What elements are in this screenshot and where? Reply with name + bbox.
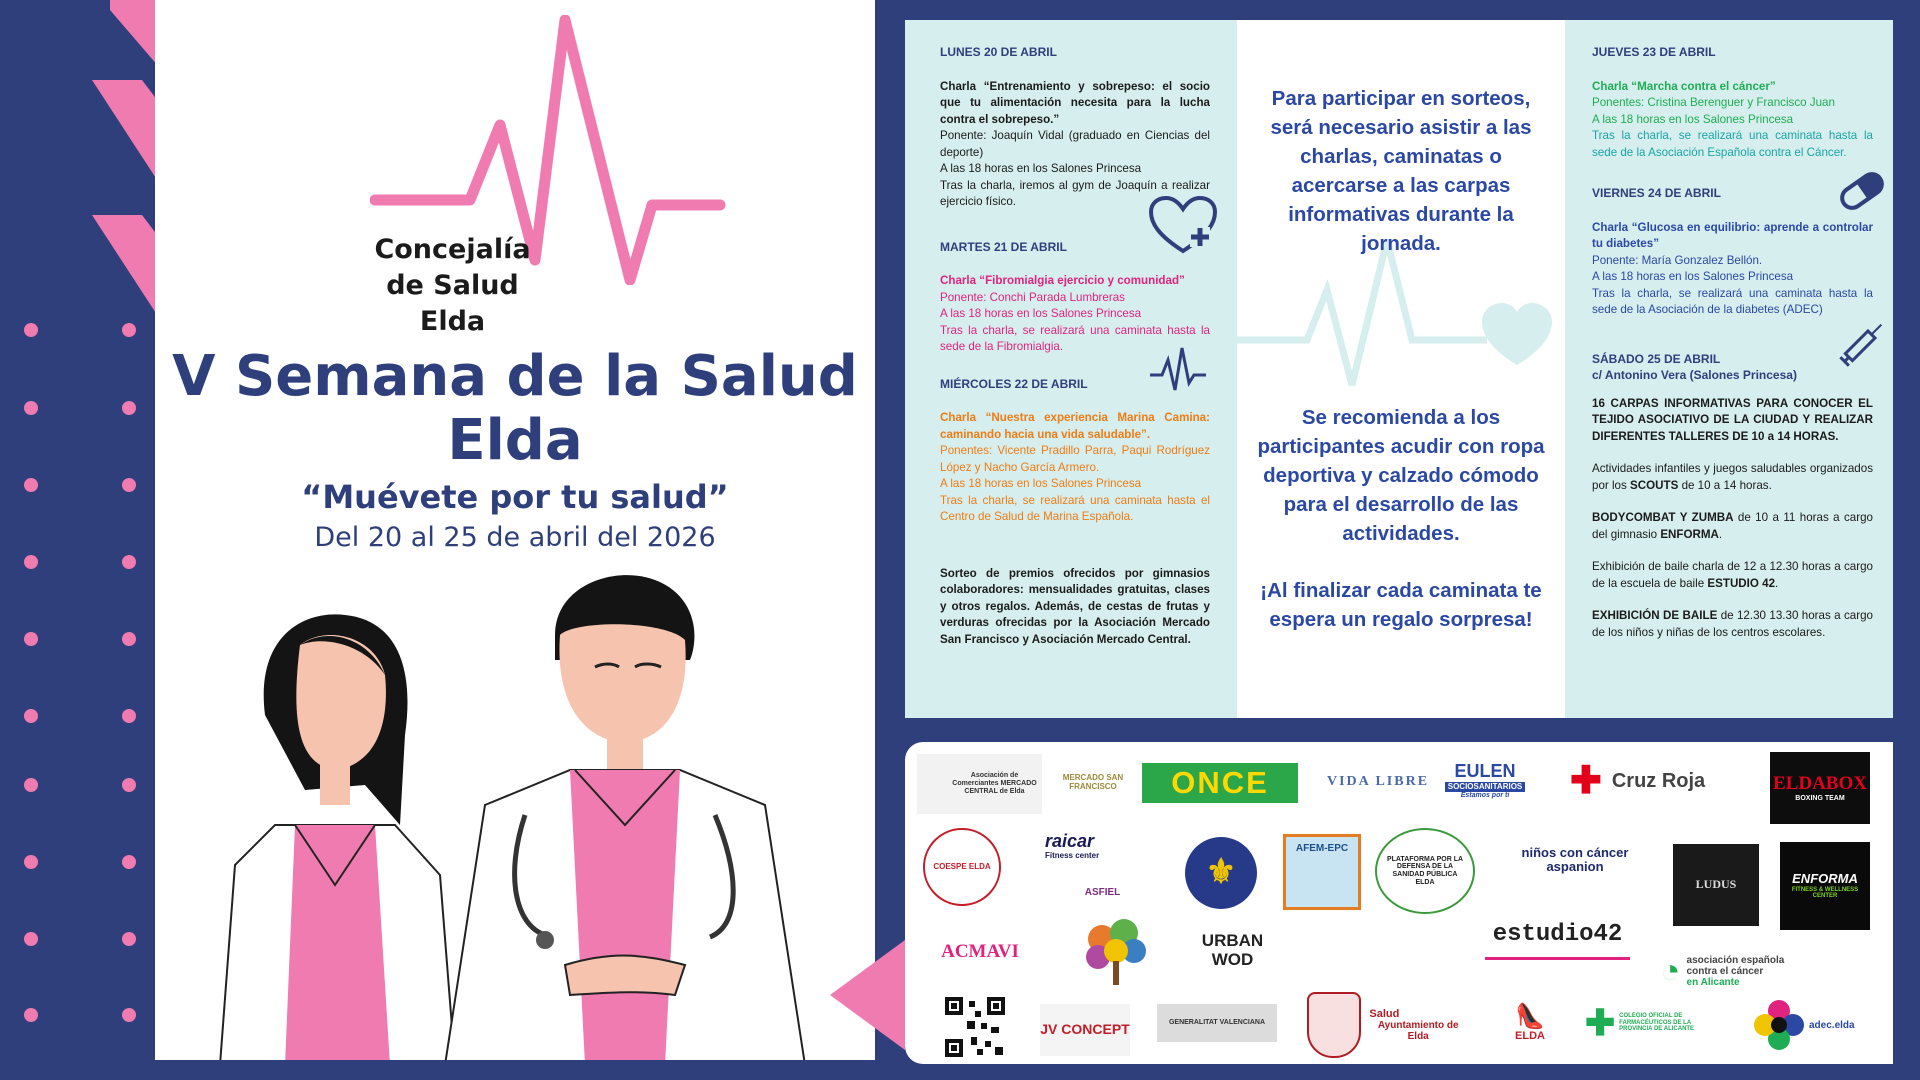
logo-aspanion: niños con cáncer aspanion [1521,844,1629,874]
logo-afem-epc: AFEM-EPC [1283,834,1361,910]
event-wednesday: Charla “Nuestra experiencia Marina Camina: caminando hacia una vida saludable”. Ponentes: Vicente Pradillo Parra, Paqui Rodríguez López y Nacho García Armero. A las 18 horas en los Salones Princesa Tras la charla, se realizará una caminata hasta el Centro de Salud de Marina Española. [940,411,1210,523]
adec-flower-icon [1753,999,1805,1051]
female-doctor-illustration [220,614,455,1060]
page-title [155,345,875,473]
pulse-icon [1148,345,1208,395]
logo-eulen: EULEN SOCIOSANITARIOS Estamos por ti [1430,757,1540,805]
saturday-dance: Exhibición de baile charla de 12 a 12.30 horas a cargo de la escuela de baile ESTUDIO 42. [1592,560,1873,590]
logo-coespe: COESPE ELDA [923,828,1001,906]
logo-eldabox: ELDABOX BOXING TEAM [1770,752,1870,824]
saturday-bodycombat: BODYCOMBAT Y ZUMBA de 10 a 11 horas a cargo del gimnasio ENFORMA. [1592,511,1873,541]
coat-of-arms-icon [1307,992,1361,1058]
raffle-note: Sorteo de premios ofrecidos por gimnasios colaboradores: mensualidades gratuitas, clases y otros regalos. Además, de cestas de frutas y verduras ofrecidas por la Asociación Mercado San Francisco y Asociación Mercado Central. [940,566,1210,646]
logo-vida-libre: VIDA LIBRE [1326,774,1430,790]
logo-cruz-roja: ✚ Cruz Roja [1570,760,1706,802]
logo-tree [1080,917,1152,987]
logo-acmavi: ACMAVI [941,940,1019,962]
event-dates: Del 20 al 25 de abril del 2026 [314,522,716,553]
logo-once: ONCE [1142,763,1298,803]
heart-plus-icon [1148,195,1218,257]
event-poster [155,0,875,1060]
logo-raicar: raicar Fitness center [1045,830,1100,860]
slogan: “Muévete por tu salud” [301,478,729,516]
program-column-middle [1237,20,1565,718]
logo-asfiel: ASFIEL [1084,886,1121,898]
sponsors-panel [905,742,1893,1064]
gift-announcement: ¡Al finalizar cada caminata te espera un regalo sorpresa! [1260,579,1542,631]
logo-enforma: ENFORMA FITNESS & WELLNESS CENTER [1780,842,1870,930]
logo-elda-city: 👠 ELDA [1515,1002,1545,1043]
logo-mercado-san-francisco: MERCADO SAN FRANCISCO [1062,773,1124,791]
logo-ayuntamiento-elda: Salud Ayuntamiento de Elda [1307,992,1467,1058]
logo-colegio-farmaceuticos: ✚ COLEGIO OFICIAL DE FARMACÉUTICOS DE LA PROVINCIA DE ALICANTE [1585,1002,1695,1043]
aecc-icon: ◔ [1660,952,1681,990]
pink-triangle-decor [830,940,910,1050]
day-heading-friday: VIERNES 24 DE ABRIL [1592,186,1721,200]
saturday-tents: 16 CARPAS INFORMATIVAS PARA CONOCER EL TEJIDO ASOCIATIVO DE LA CIUDAD Y REALIZAR DIFERENTES TALLERES DE 10 a 14 HORAS. [1592,396,1873,443]
logo-mercado-central: Asociación de Comerciantes MERCADO CENTRAL de Elda [917,754,1042,814]
day-heading-thursday: JUEVES 23 DE ABRIL [1592,45,1716,59]
day-heading-tuesday: MARTES 21 DE ABRIL [940,239,1067,254]
logo-ludus: LUDUS [1673,844,1759,926]
day-heading-saturday: SÁBADO 25 DE ABRIL c/ Antonino Vera (Salones Princesa) [1592,351,1797,382]
logo-urban-wod: URBAN WOD [1201,931,1264,969]
program-panel [905,20,1893,718]
logo-plataforma-sanidad: PLATAFORMA POR LA DEFENSA DE LA SANIDAD PÚBLICA ELDA [1375,828,1475,914]
day-heading-wednesday: MIÉRCOLES 22 DE ABRIL [940,376,1088,391]
pharmacy-cross-icon: ✚ [1585,1002,1616,1043]
raffle-instructions: Para participar en sorteos, será necesario asistir a las charlas, caminatas o acercarse a las carpas informativas durante la jornada. [1270,87,1532,255]
qr-code[interactable] [945,997,1005,1057]
event-monday: Charla “Entrenamiento y sobrepeso: el socio que tu alimentación necesita para la lucha contra el sobrepeso.” Ponente: Joaquín Vidal (graduado en Ciencias del deporte) A las 18 horas en los Salones Princesa Tras la charla, iremos al gym de Joaquín a realizar ejercicio físico. [940,79,1210,208]
program-column-right [1565,20,1893,718]
logo-scouts: ⚜ [1185,837,1257,909]
clothing-recommendation: Se recomienda a los participantes acudir con ropa deportiva y calzado cómodo para el desarrollo de las actividades. [1257,406,1545,545]
male-doctor-illustration [445,575,805,1060]
pill-icon [1837,168,1887,214]
event-friday: Charla “Glucosa en equilibrio: aprende a controlar tu diabetes” Ponente: María Gonzalez Bellón. A las 18 horas en los Salones Princesa Tras la charla, se realizará una caminata hasta la sede de la Asociación de la diabetes (ADEC) [1592,220,1873,316]
event-tuesday: Charla “Fibromialgia ejercicio y comunidad” Ponente: Conchi Parada Lumbreras A las 18 horas en los Salones Princesa Tras la charla, se realizará una caminata hasta la sede de la Fibromialgia. [940,274,1210,353]
health-council-label: Concejalía de Salud Elda [374,234,531,337]
logo-aecc: ◔ asociación española contra el cáncer en Alicante [1660,952,1785,990]
saturday-exhibition: EXHIBICIÓN DE BAILE de 12.30 13.30 horas a cargo de los niños y niñas de los centros escolares. [1592,609,1874,639]
program-column-left [905,20,1237,718]
saturday-kids: Actividades infantiles y juegos saludables organizados por los SCOUTS de 10 a 14 horas. [1592,462,1873,492]
doctors-illustration [195,565,855,1060]
title-line-2: Elda [447,408,583,473]
day-heading-monday: LUNES 20 DE ABRIL [940,45,1057,59]
title-line-1: V Semana de la Salud [172,344,858,409]
logo-generalitat: GENERALITAT VALENCIANA [1157,1004,1277,1042]
syringe-icon [1835,315,1891,371]
logo-estudio42: estudio42 [1485,914,1630,960]
event-thursday: Charla “Marcha contra el cáncer” Ponentes: Cristina Berenguer y Francisco Juan A las 18 horas en los Salones Princesa Tras la charla, se realizará una caminata hasta la sede de la Asociación Española contra el Cáncer. [1592,79,1873,159]
logo-jv-concept: JV CONCEPT [1040,1004,1130,1056]
logo-adec-elda: adec.elda [1753,998,1868,1052]
red-cross-icon: ✚ [1570,760,1602,802]
